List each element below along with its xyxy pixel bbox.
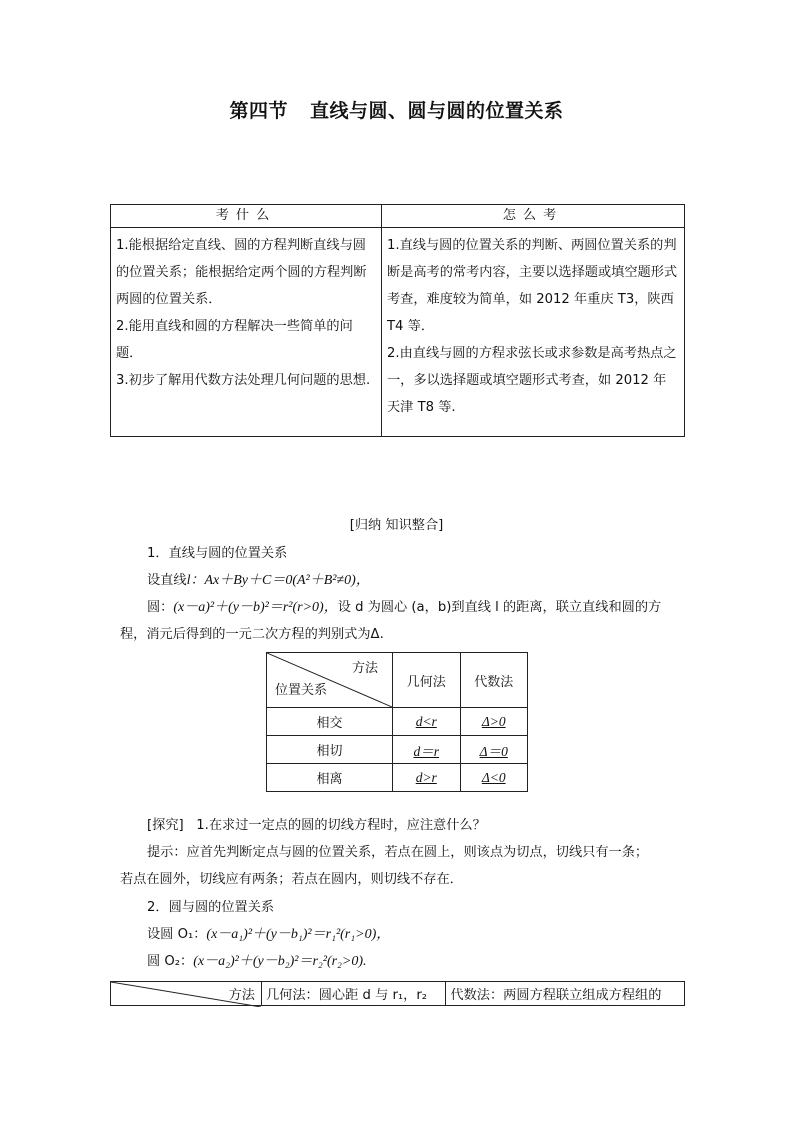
overview-left-item: 1.能根据给定直线、圆的方程判断直线与圆的位置关系；能根据给定两个圆的方程判断两圆的位置关系．: [116, 238, 367, 307]
geometric-cell: d<r: [393, 708, 461, 736]
relation-cell: 相离: [267, 764, 393, 792]
explore-text: 1.在求过一定点的圆的切线方程时，应注意什么？: [196, 818, 486, 833]
circle-circle-table: [110, 981, 685, 1006]
overview-left-cell: [111, 228, 382, 437]
overview-content-row: [111, 228, 685, 437]
algebraic-cell: Δ<0: [460, 764, 528, 792]
line-symbol: l: [186, 573, 191, 588]
page-title: [0, 96, 793, 123]
algebraic-method-header: 代数法: [460, 653, 528, 708]
circle-prefix: 圆：: [147, 600, 174, 615]
overview-right-cell: [382, 228, 685, 437]
circle-o2-definition: [147, 952, 367, 972]
line-circle-table: [266, 652, 528, 792]
relation-cell: 相切: [267, 736, 393, 764]
overview-left-item: 3.初步了解用代数方法处理几何问题的思想.: [116, 373, 371, 388]
table-row: [267, 764, 528, 792]
circle-equation: (x－a)²＋(y－b)²＝r²(r>0)，: [173, 600, 338, 615]
corner-method-label: 方法: [228, 988, 255, 1003]
circle-desc-line1: 设 d 为圆心 (a，b)到直线 l 的距离，联立直线和圆的方: [337, 600, 662, 615]
knowledge-heading: [归纳 知识整合]: [349, 518, 444, 533]
o1-prefix: 设圆 O₁：: [147, 927, 207, 942]
circle-desc-line2: 程，消元后得到的一元二次方程的判别式为Δ.: [120, 627, 384, 642]
overview-table: [110, 204, 685, 437]
line-circle-header-row: [267, 653, 528, 708]
corner-relation-label: 位置关系: [275, 683, 328, 698]
overview-header-row: [111, 205, 685, 228]
o1-equation: (x－a₁)²＋(y－b₁)²＝r₁²(r₁>0)，: [206, 927, 391, 942]
hint-line2: 若点在圆外，切线应有两条；若点在圆内，则切线不存在．: [120, 872, 463, 887]
overview-right-item: 1.直线与圆的位置关系的判断、两圆位置关系的判断是高考的常考内容，主要以选择题或填空题形式考查，难度较为简单，如 2012 年重庆 T3，陕西 T4 等．: [387, 238, 678, 334]
o2-prefix: 圆 O₂：: [147, 954, 194, 969]
table-row: [267, 736, 528, 764]
overview-header-how: 怎么考: [382, 205, 685, 228]
diagonal-header-cell: [267, 653, 393, 708]
overview-left-item: 2.能用直线和圆的方程解决一些简单的问题．: [116, 319, 353, 361]
algebraic-cell: Δ>0: [460, 708, 528, 736]
line-equation: ：Ax＋By＋C＝0(A²＋B²≠0)，: [190, 573, 370, 588]
geometric-cell: d＝r: [393, 736, 461, 764]
geometric-cell: d>r: [393, 764, 461, 792]
section1-title: 1．直线与圆的位置关系: [147, 546, 288, 561]
hint-line1: 提示：应首先判断定点与圆的位置关系，若点在圆上，则该点为切点，切线只有一条；: [147, 845, 649, 860]
diagonal-header-cell: [111, 982, 262, 1006]
o2-equation: (x－a₂)²＋(y－b₂)²＝r₂²(r₂>0).: [193, 954, 367, 969]
line-definition: [147, 571, 370, 591]
overview-right-item: 2.由直线与圆的方程求弦长或求参数是高考热点之一，多以选择题或填空题形式考查，如 2012 年天津 T8 等.: [387, 346, 677, 415]
section2-title: 2．圆与圆的位置关系: [147, 900, 275, 915]
explore-tag: [探究]: [147, 818, 184, 833]
table-row: [267, 708, 528, 736]
algebraic-method-header: 代数法：两圆方程联立组成方程组的: [446, 982, 685, 1006]
algebraic-cell: Δ＝0: [460, 736, 528, 764]
geometric-method-header: 几何法: [393, 653, 461, 708]
circle-circle-header-row: [111, 982, 685, 1006]
circle-definition: [147, 598, 661, 618]
line-prefix: 设直线: [147, 573, 187, 588]
circle-o1-definition: [147, 925, 390, 945]
section-number: 第四节: [229, 100, 288, 122]
geometric-method-header: 几何法：圆心距 d 与 r₁，r₂: [262, 982, 446, 1006]
section-name: 直线与圆、圆与圆的位置关系: [310, 100, 564, 122]
corner-method-label: 方法: [351, 661, 378, 676]
overview-header-what: 考什么: [111, 205, 382, 228]
relation-cell: 相交: [267, 708, 393, 736]
explore-question: [147, 816, 486, 836]
